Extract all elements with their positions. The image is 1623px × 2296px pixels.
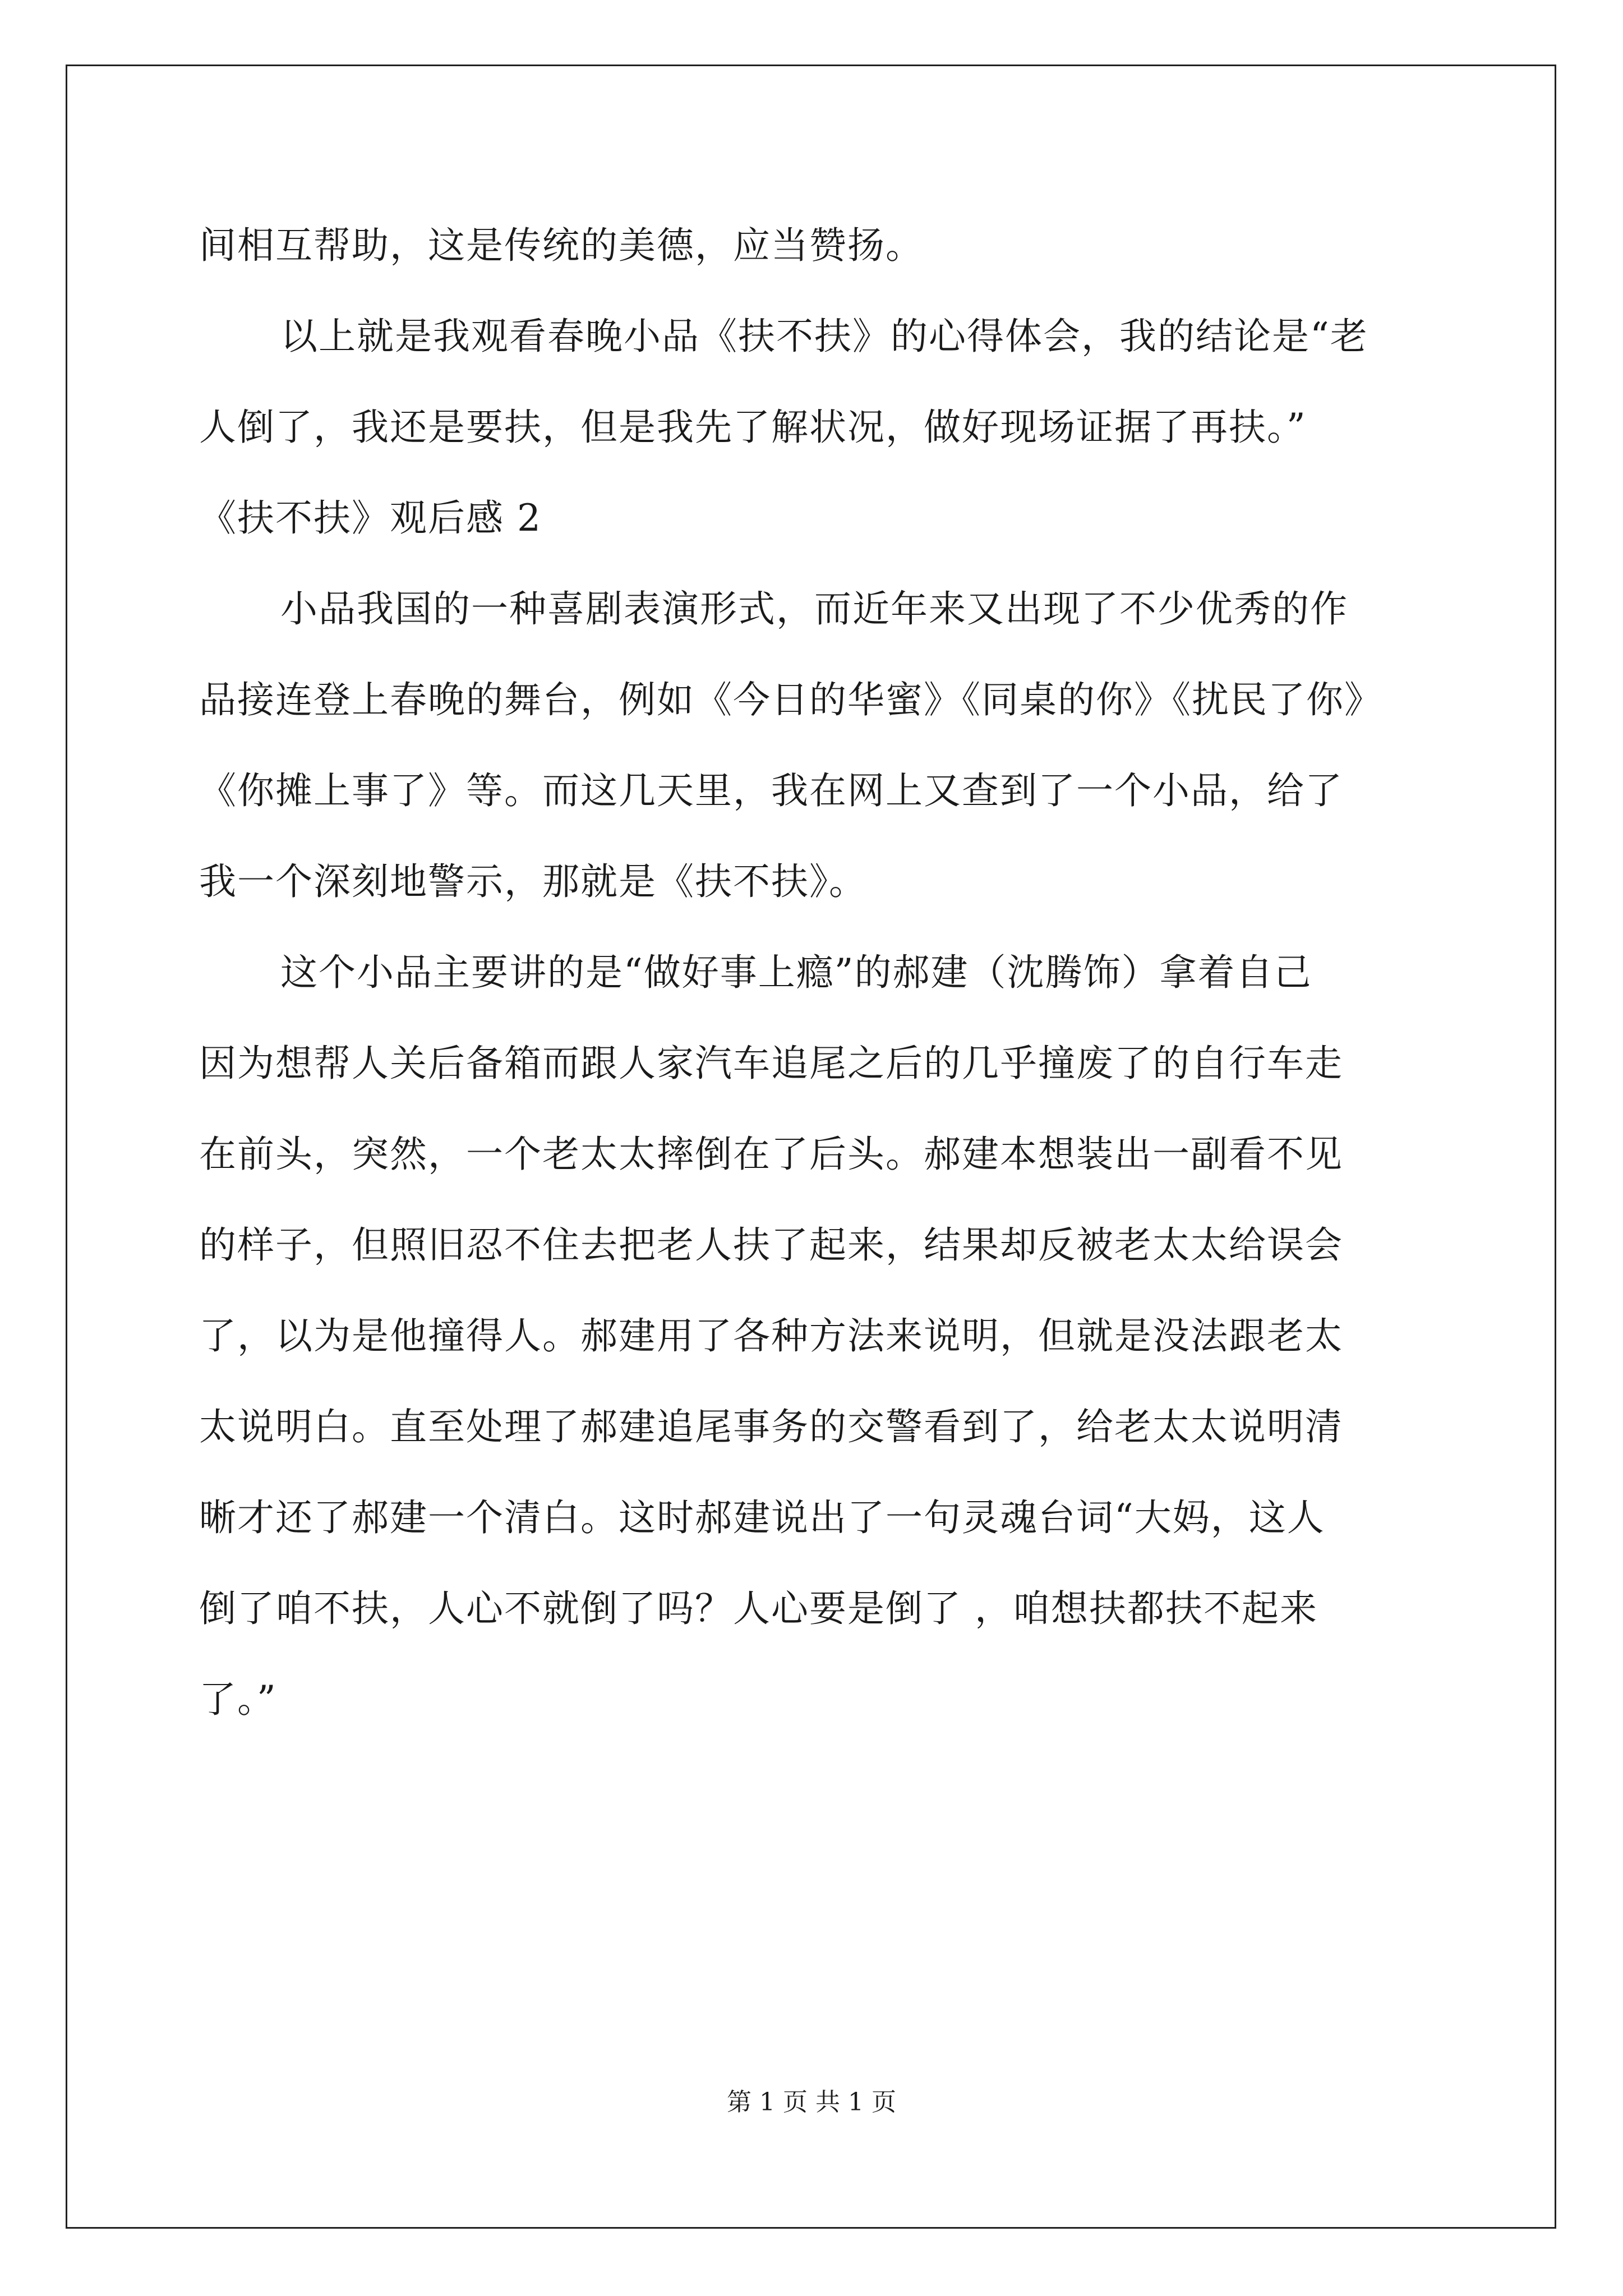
text-line: 的样子，但照旧忍不住去把老人扶了起来，结果却反被老太太给误会 (199, 1223, 1343, 1267)
text-line: 间相互帮助，这是传统的美德，应当赞扬。 (199, 224, 924, 267)
text-line: 了。” (199, 1678, 277, 1721)
text-line: 我一个深刻地警示，那就是《扶不扶》。 (199, 860, 867, 903)
text-line: 倒了咱不扶，人心不就倒了吗？人心要是倒了 ，咱想扶都扶不起来 (199, 1587, 1318, 1630)
text-line: 了，以为是他撞得人。郝建用了各种方法来说明，但就是没法跟老太 (199, 1314, 1343, 1358)
page-footer: 第 1 页 共 1 页 (727, 2088, 896, 2116)
text-line: 因为想帮人关后备箱而跟人家汽车追尾之后的几乎撞废了的自行车走 (199, 1042, 1343, 1085)
text-line: 太说明白。直至处理了郝建追尾事务的交警看到了，给老太太说明清 (199, 1405, 1343, 1448)
section-heading: 《扶不扶》观后感 2 (199, 496, 542, 540)
text-line: 这个小品主要讲的是“做好事上瘾”的郝建（沈腾饰）拿着自己 (280, 951, 1312, 994)
text-line: 品接连登上春晚的舞台，例如《今日的华蜜》《同桌的你》《扰民了你》 (199, 678, 1382, 721)
text-line: 《你摊上事了》等。而这几天里，我在网上又查到了一个小品，给了 (199, 769, 1343, 812)
text-line: 人倒了，我还是要扶，但是我先了解状况，做好现场证据了再扶。” (199, 406, 1307, 449)
text-line: 以上就是我观看春晚小品《扶不扶》的心得体会，我的结论是“老 (280, 315, 1368, 358)
text-line: 在前头，突然，一个老太太摔倒在了后头。郝建本想装出一副看不见 (199, 1133, 1343, 1176)
text-line: 小品我国的一种喜剧表演形式，而近年来又出现了不少优秀的作 (280, 587, 1348, 631)
text-line: 晰才还了郝建一个清白。这时郝建说出了一句灵魂台词“大妈，这人 (199, 1496, 1325, 1539)
